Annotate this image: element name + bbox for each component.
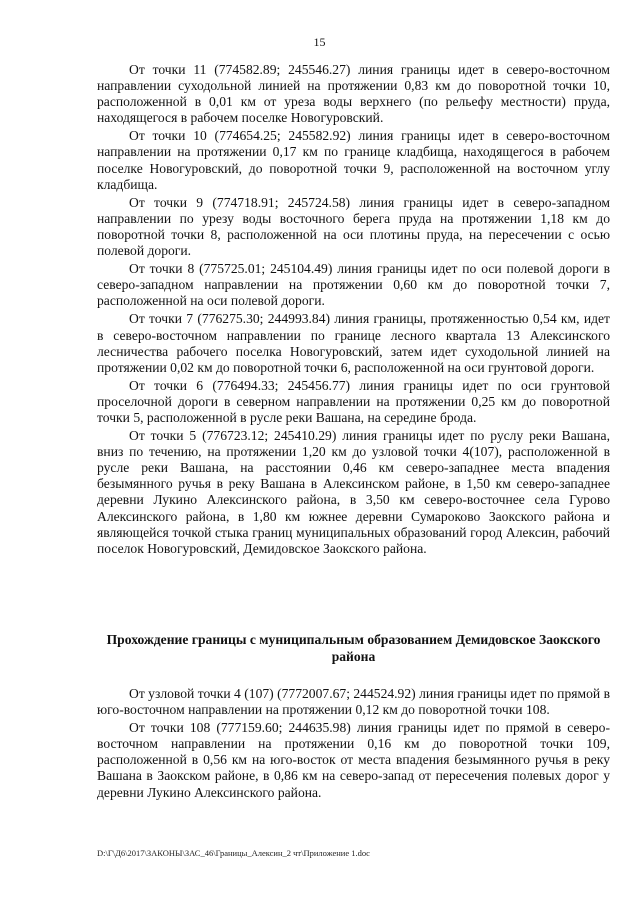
paragraph-point-9: От точки 9 (774718.91; 245724.58) линия границы идет в северо-западном направлении по урезу воды восточного берега пруда на протяжении 1,18 км до поворотной точки 8, расположенной на оси плотины пруда, на пересечении с осью полевой дороги. <box>97 194 610 259</box>
footer-file-path: D:\Г\Д6\2017\ЗАКОНЫ\ЗАС_46\Границы_Алексин_2 чт\Приложение 1.doc <box>97 848 370 858</box>
paragraph-point-5: От точки 5 (776723.12; 245410.29) линия границы идет по руслу реки Вашана, вниз по течению, на протяжении 1,20 км до узловой точки 4(107), расположенной в русле реки Вашана, на расстоянии 0,46 км северо-западнее места впадения безымянного ручья в реку Вашана в Алексинском районе, в 1,50 км северо-западнее деревни Лукино Алексинского района, в 3,50 км северо-восточнее села Гурово Алексинского района, в 1,80 км южнее деревни Сумароково Заокского района и являющейся точкой стыка границ муниципальных образований город Алексин, рабочий поселок Новогуровский, Демидовское Заокского района. <box>97 428 610 556</box>
paragraph-point-8: От точки 8 (775725.01; 245104.49) линия границы идет по оси полевой дороги в северо-западном направлении на протяжении 0,60 км до поворотной точки 7, расположенной на оси полевой дороги. <box>97 261 610 309</box>
body-text-section-2 <box>97 686 610 803</box>
paragraph-node-4: От узловой точки 4 (107) (7772007.67; 244524.92) линия границы идет по прямой в юго-восточном направлении на протяжении 0,12 км до поворотной точки 108. <box>97 686 610 718</box>
paragraph-point-10: От точки 10 (774654.25; 245582.92) линия границы идет в северо-восточном направлении на протяжении 0,17 км по границе кладбища, находящегося в рабочем поселке Новогуровский, до поворотной точки 9, расположенной на восточном углу кладбища. <box>97 128 610 192</box>
paragraph-point-11: От точки 11 (774582.89; 245546.27) линия границы идет в северо-восточном направлении суходольной линией на протяжении 0,83 км до поворотной точки 10, расположенной в 0,01 км от уреза воды верхнего (по рельефу местности) пруда, находящегося в рабочем поселке Новогуровский. <box>97 62 610 126</box>
paragraph-point-7: От точки 7 (776275.30; 244993.84) линия границы, протяженностью 0,54 км, идет в северо-восточном направлении по границе лесного квартала 13 Алексинского лесничества рабочего поселка Новогуровский, затем идет суходольной линией на протяжении 0,02 км до поворотной точки 6, расположенной на оси грунтовой дороги. <box>97 311 610 375</box>
body-text-section-1 <box>97 62 610 559</box>
section-heading: Прохождение границы с муниципальным образованием Демидовское Заокского района <box>106 632 601 664</box>
page-number: 15 <box>313 35 326 49</box>
paragraph-point-6: От точки 6 (776494.33; 245456.77) линия границы идет по оси грунтовой проселочной дороги в северном направлении на протяжении 0,25 км до поворотной точки 5, расположенной в русле реки Вашана, на середине брода. <box>97 377 610 425</box>
paragraph-point-108: От точки 108 (777159.60; 244635.98) линия границы идет по прямой в северо-восточном направлении на протяжении 0,16 км до поворотной точки 109, расположенной в 0,56 км на юго-восток от места впадения безымянного ручья в реку Вашана в Заокском районе, в 0,86 км на северо-запад от пересечения полевых дорог у деревни Лукино Алексинского района. <box>97 720 610 800</box>
